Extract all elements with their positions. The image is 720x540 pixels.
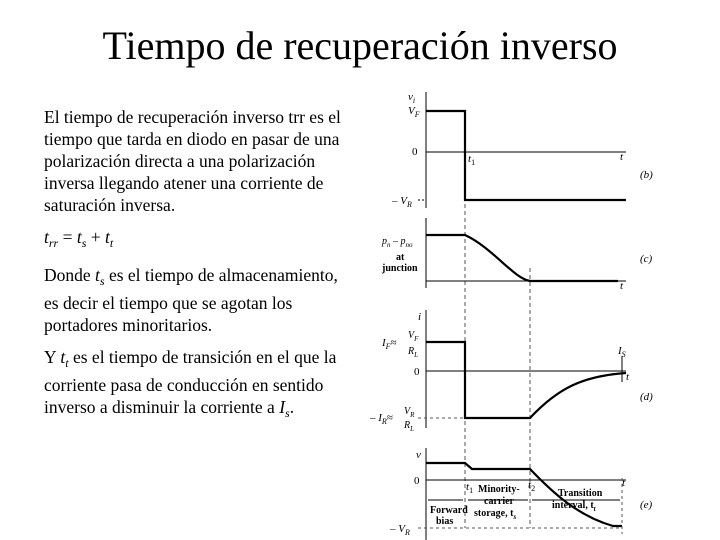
panel-b-waveform xyxy=(426,111,626,200)
formula-plus: + xyxy=(86,227,106,247)
formula-equals: = xyxy=(58,227,77,247)
panel-d-tag: (d) xyxy=(640,391,653,403)
minority-storage-label-1: Minority- xyxy=(478,484,520,495)
p3-mid: es el tiempo de transición en el que la corriente pasa de conducción en sentido inverso a disminuir la corriente a xyxy=(44,347,337,417)
p3-var-sub: t xyxy=(65,356,69,370)
p2-pre: Donde xyxy=(44,265,96,285)
transition-interval-label-1: Transition xyxy=(558,488,603,499)
p3-pre: Y xyxy=(44,347,61,367)
recovery-waveform-figure xyxy=(368,88,668,540)
slide-title: Tiempo de recuperación inverso xyxy=(102,23,618,68)
panel-c-tag: (c) xyxy=(640,253,653,265)
body-text xyxy=(44,106,344,434)
panel-d-rl-fraction-1: $R_L$ xyxy=(408,346,419,359)
panel-c-at-label: at xyxy=(396,252,405,263)
panel-c-junction-label: junction xyxy=(382,263,418,274)
panel-e-tag: (e) xyxy=(640,499,653,511)
panel-e-zero-label: 0 xyxy=(414,475,420,487)
panel-d-t-axis-label: t xyxy=(626,371,630,383)
p3-end-var: I xyxy=(279,397,286,417)
panel-b-vr-label: – $V_R$ xyxy=(392,195,412,209)
p3-var: t xyxy=(60,347,66,367)
p3-end-sub: s xyxy=(285,406,290,420)
panel-e-t2-label: $t_2$ xyxy=(528,479,536,493)
p2-var: t xyxy=(95,265,100,285)
transition-interval-label-2: interval, $t_t$ xyxy=(552,500,596,513)
panel-b-vf-label: $V_F$ xyxy=(408,105,420,119)
panel-e-t-axis-label: t xyxy=(622,477,626,489)
panel-b-vi-label: $v_i$ xyxy=(408,91,416,105)
formula-trr: t xyxy=(44,227,49,247)
formula-trr-sub: rr xyxy=(48,236,59,250)
minority-storage-label-3: storage, $t_s$ xyxy=(474,508,517,521)
storage-time-paragraph xyxy=(44,264,344,336)
panel-c-pn-label: $p_n - p_{no}$ xyxy=(382,236,413,249)
panel-b-voltage xyxy=(418,92,626,208)
p2-var-sub: s xyxy=(99,274,105,288)
definition-paragraph: El tiempo de recuperación inverso trr es el tiempo que tarda en diodo en pasar de una polarización directa a una polarización inversa llegando atener una corriente de saturación inversa. xyxy=(44,107,341,215)
formula-tt-sub: t xyxy=(109,236,114,250)
panel-d-rl-fraction-2: $R_L$ xyxy=(404,420,415,433)
panel-c-t-axis-label: t xyxy=(620,280,624,292)
forward-bias-label-1: Forward xyxy=(430,505,468,516)
panel-d-vr-fraction: $V_R$ xyxy=(404,406,415,419)
minority-storage-label-2: carrier xyxy=(484,496,514,507)
panel-d-vf-fraction: $V_F$ xyxy=(408,330,419,343)
formula xyxy=(44,226,344,254)
transition-time-paragraph xyxy=(44,346,344,424)
panel-b-zero-label: 0 xyxy=(412,146,418,158)
panel-e-vr-label: – $V_R$ xyxy=(390,523,410,537)
panel-e-t1-label: $t_1$ xyxy=(466,481,474,495)
panel-b-t1-label: $t_1$ xyxy=(468,153,476,167)
p3-end: . xyxy=(289,397,295,417)
panel-b-t-axis-label: t xyxy=(620,151,624,163)
panel-d-current xyxy=(418,310,626,428)
panel-b-tag: (b) xyxy=(640,169,653,181)
panel-d-if-label: $I_F\approx$ xyxy=(382,337,397,351)
panel-d-ir-label: – $I_R\approx$ xyxy=(370,412,393,426)
forward-bias-label-2: bias xyxy=(436,516,454,527)
panel-c-carrier xyxy=(426,218,626,288)
panel-c-curve xyxy=(426,235,618,281)
panel-d-zero-label: 0 xyxy=(414,366,420,378)
panel-d-is-label: $I_S$ xyxy=(618,345,626,359)
formula-tt: t xyxy=(105,227,110,247)
formula-ts-sub: s xyxy=(81,236,87,250)
panel-e-v-label: v xyxy=(416,449,421,461)
p2-post: es el tiempo de almacenamiento, es decir el tiempo que se agotan los portadores minoritarios. xyxy=(44,265,338,335)
formula-ts: t xyxy=(76,227,82,247)
panel-d-waveform xyxy=(426,342,626,418)
panel-d-i-label: i xyxy=(418,311,422,323)
